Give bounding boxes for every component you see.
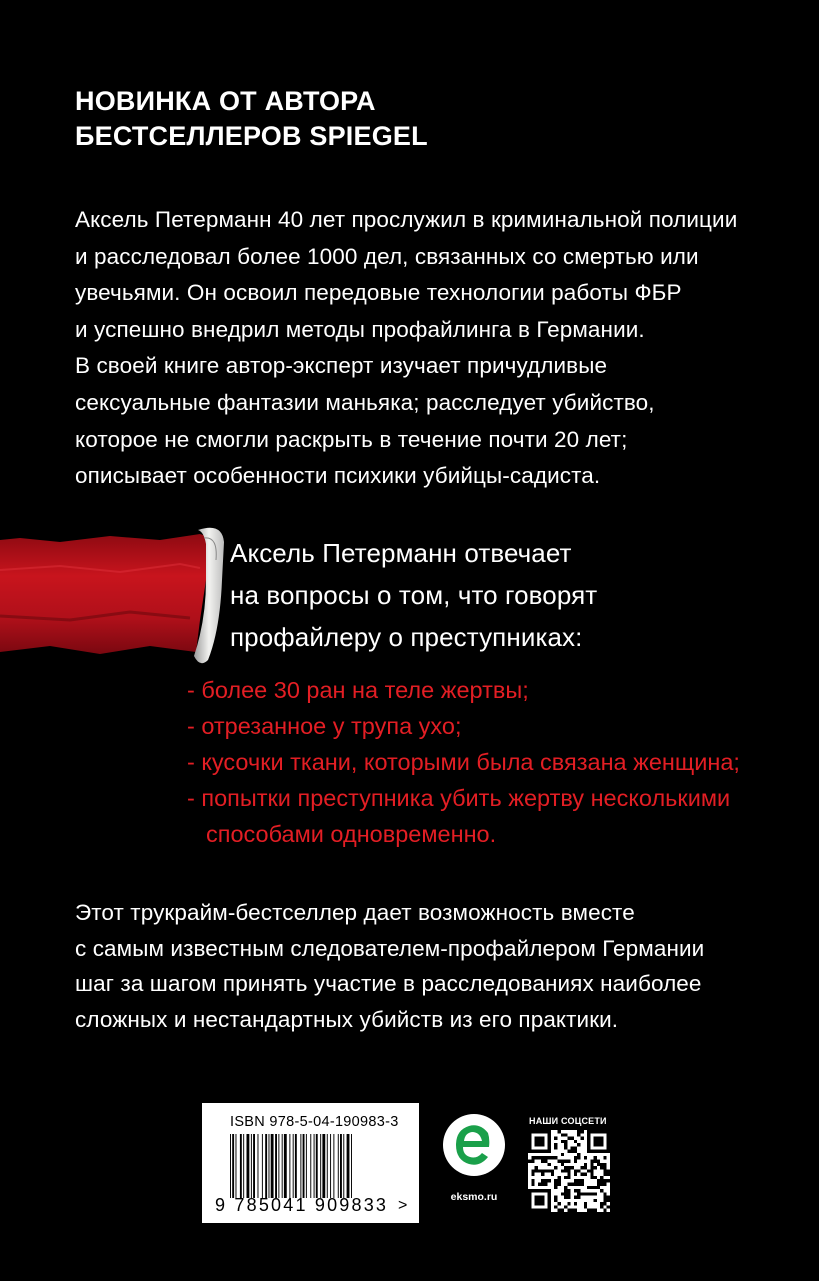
qr-module [594,1156,597,1159]
qr-module [580,1192,583,1195]
outro-line: шаг за шагом принять участие в расследованиях наиболее [75,971,702,996]
intro-line: увечьями. Он освоил передовые технологии работы ФБР [75,280,682,306]
qr-module [577,1130,580,1133]
qr-module [600,1176,603,1179]
qr-module [584,1166,587,1169]
qr-module [603,1182,606,1185]
qr-module [600,1182,603,1185]
qr-module [577,1192,580,1195]
qr-module [544,1182,547,1185]
barcode-bar [293,1134,294,1198]
qr-module [580,1179,583,1182]
qr-module [574,1189,577,1192]
qr-module [567,1182,570,1185]
qr-module [561,1169,564,1172]
qr-module [603,1202,606,1205]
qr-module [590,1166,593,1169]
qr-module [600,1205,603,1208]
qr-module [574,1209,577,1212]
qr-module [531,1160,534,1163]
qr-module [574,1140,577,1143]
qr-module [590,1173,593,1176]
qr-module [603,1179,606,1182]
qr-module [554,1196,557,1199]
qr-module [567,1202,570,1205]
barcode-bar [289,1134,290,1198]
barcode-bar [247,1134,250,1198]
qr-module [574,1182,577,1185]
qr-module [535,1196,545,1206]
qr-module [554,1143,557,1146]
qr-module [590,1163,593,1166]
qr-module [538,1169,541,1172]
outro-line: с самым известным следователем-профайлером Германии [75,935,705,961]
barcode-bar [333,1134,334,1198]
barcode-bar [322,1134,325,1198]
qr-module [558,1130,561,1133]
barcode-bar [236,1134,237,1198]
barcode-bar [330,1134,331,1198]
barcode-panel [202,1103,419,1223]
qr-module [594,1192,597,1195]
qr-module [594,1176,597,1179]
barcode-bar [316,1134,318,1198]
barcode-bar [338,1134,339,1198]
barcode-bar [347,1134,350,1198]
qr-module [544,1156,547,1159]
barcode-bar [269,1134,270,1198]
qr-module [594,1160,597,1163]
qr-module [577,1179,580,1182]
qr-module [531,1173,534,1176]
qr-module [554,1137,557,1140]
barcode-bar [253,1134,255,1198]
barcode-bar [262,1134,263,1198]
qr-module [594,1137,604,1147]
qr-module [580,1166,583,1169]
qr-module [558,1209,561,1212]
qr-module [584,1156,587,1159]
intro-line: сексуальные фантазии маньяка; расследует убийство, [75,389,655,415]
qr-module [580,1137,583,1140]
qr-module [567,1192,570,1195]
publisher-site[interactable]: eksmo.ru [450,1191,498,1203]
qr-module [561,1160,564,1163]
qr-module [597,1186,600,1189]
qr-module [594,1199,597,1202]
qr-module [558,1182,561,1185]
barcode-arrow: > [398,1197,408,1214]
qr-module [548,1169,551,1172]
qr-module [587,1192,590,1195]
barcode-bar [240,1134,242,1198]
qr-module [574,1156,577,1159]
qr-module [603,1173,606,1176]
qr-module [571,1166,574,1169]
intro-line: которое не смогли раскрыть в течение почти 20 лет; [75,426,628,452]
intro-line: Аксель Петерманн 40 лет прослужил в криминальной полиции [75,207,738,232]
qr-module [551,1156,554,1159]
qr-module [564,1143,567,1146]
qr-module [603,1199,606,1202]
qr-module [564,1192,567,1195]
qr-module [607,1199,610,1202]
qr-module [577,1169,580,1172]
qr-module [587,1209,590,1212]
qr-module [603,1169,606,1172]
barcode-bars [230,1134,390,1198]
qr-module [577,1153,580,1156]
quote-line: на вопросы о том, что говорят [230,580,598,610]
barcode-bar [351,1134,352,1198]
qr-module [564,1133,567,1136]
barcode-bar [230,1134,231,1198]
outro-paragraph [75,895,704,1037]
qr-module [558,1179,561,1182]
barcode-digits: 9 785041 909833 [215,1195,389,1215]
qr-module [587,1169,590,1172]
qr-module [597,1160,600,1163]
qr-module [574,1196,577,1199]
qr-module [590,1186,593,1189]
isbn-text: ISBN 978-5-04-190983-3 [230,1114,399,1130]
qr-code[interactable] [528,1130,610,1212]
qr-module [554,1179,557,1182]
qr-module [548,1156,551,1159]
barcode-bar [314,1134,315,1198]
qr-module [594,1186,597,1189]
qr-module [535,1137,545,1147]
qr-module [587,1186,590,1189]
intro-line: и расследовал более 1000 дел, связанных со смертью или [75,243,699,269]
outro-line: Этот трукрайм-бестселлер дает возможность вместе [75,900,635,925]
qr-module [577,1133,580,1136]
quote-line: Аксель Петерманн отвечает [230,538,572,568]
qr-module [538,1156,541,1159]
heading-line-1: НОВИНКА ОТ АВТОРА [75,86,376,116]
qr-module [567,1160,570,1163]
qr-module [541,1160,544,1163]
qr-module [590,1192,593,1195]
barcode-bar [275,1134,277,1198]
qr-module [574,1146,577,1149]
qr-module [535,1166,538,1169]
qr-module [590,1160,593,1163]
qr-module [554,1156,557,1159]
qr-module [535,1169,538,1172]
qr-module [541,1179,544,1182]
qr-module [574,1179,577,1182]
qr-module [531,1179,534,1182]
qr-module [603,1163,606,1166]
barcode-bar [343,1134,344,1198]
qr-module [584,1205,587,1208]
qr-module [528,1160,531,1163]
qr-module [561,1140,564,1143]
qr-module [577,1143,580,1146]
qr-module [574,1160,577,1163]
qr-module [577,1196,580,1199]
qr-module [603,1209,606,1212]
qr-module [541,1182,544,1185]
qr-module [561,1153,564,1156]
qr-module [544,1179,547,1182]
qr-module [600,1163,603,1166]
qr-module [564,1196,567,1199]
qr-module [567,1209,570,1212]
qr-module [590,1209,593,1212]
qr-module [607,1196,610,1199]
qr-module [558,1160,561,1163]
qr-module [554,1186,557,1189]
qr-module [590,1176,593,1179]
qr-module [564,1186,567,1189]
qr-module [561,1133,564,1136]
barcode-bar [320,1134,321,1198]
intro-line: и успешно внедрил методы профайлинга в Германии. [75,316,645,342]
list-item: - более 30 ран на теле жертвы; [187,677,529,703]
barcode-bar [300,1134,301,1198]
heading-line-2: БЕСТСЕЛЛЕРОВ SPIEGEL [75,121,428,151]
barcode-bar [265,1134,267,1198]
qr-module [538,1182,541,1185]
qr-module [567,1173,570,1176]
qr-module [554,1205,557,1208]
barcode-bar [271,1134,274,1198]
qr-module [594,1209,597,1212]
qr-module [531,1169,534,1172]
qr-module [554,1146,557,1149]
qr-module [567,1150,570,1153]
qr-module [584,1163,587,1166]
qr-module [597,1163,600,1166]
social-label: НАШИ СОЦСЕТИ [529,1116,607,1126]
qr-module [571,1137,574,1140]
qr-module [567,1176,570,1179]
qr-module [551,1173,554,1176]
qr-module [603,1192,606,1195]
barcode-bar [306,1134,307,1198]
qr-module [577,1182,580,1185]
qr-module [571,1146,574,1149]
qr-module [607,1205,610,1208]
qr-module [607,1169,610,1172]
intro-paragraph [75,202,765,495]
qr-module [561,1209,564,1212]
qr-module [554,1182,557,1185]
barcode-bar [251,1134,252,1198]
qr-module [603,1166,606,1169]
qr-module [567,1196,570,1199]
qr-module [564,1205,567,1208]
barcode-bar [258,1134,259,1198]
qr-module [558,1176,561,1179]
list-item: - отрезанное у трупа ухо; [187,713,462,739]
qr-module [574,1169,577,1172]
qr-module [564,1160,567,1163]
qr-module [535,1156,538,1159]
qr-module [567,1166,570,1169]
barcode-bar [232,1134,234,1198]
list-item: способами одновременно. [206,821,497,847]
qr-module [607,1173,610,1176]
qr-module [580,1130,583,1133]
qr-module [548,1179,551,1182]
barcode-bar [340,1134,342,1198]
qr-module [577,1156,580,1159]
qr-module [531,1156,534,1159]
qr-module [564,1169,567,1172]
qr-module [607,1179,610,1182]
qr-module [551,1169,554,1172]
red-bullet-list [187,672,740,852]
qr-module [544,1160,547,1163]
qr-module [541,1169,544,1172]
barcode-bar [282,1134,283,1198]
heading [75,84,635,154]
qr-module [564,1146,567,1149]
pull-quote [230,532,597,658]
qr-module [590,1169,593,1172]
qr-module [558,1202,561,1205]
eksmo-logo [442,1113,506,1177]
outro-line: сложных и нестандартных убийств из его практики. [75,1006,619,1032]
qr-module [567,1189,570,1192]
qr-module [597,1182,600,1185]
qr-module [554,1166,557,1169]
qr-module [571,1182,574,1185]
qr-module [548,1163,551,1166]
qr-module [584,1192,587,1195]
red-tape-illustration [0,520,230,670]
qr-module [574,1202,577,1205]
qr-module [584,1173,587,1176]
qr-module [561,1163,564,1166]
qr-module [600,1179,603,1182]
qr-module [597,1179,600,1182]
list-item: - попытки преступника убить жертву несколькими [187,785,731,811]
barcode-bar [284,1134,287,1198]
qr-module [574,1173,577,1176]
barcode-bar [303,1134,305,1198]
quote-line: профайлеру о преступниках: [230,622,583,652]
qr-module [577,1189,580,1192]
barcode-bar [278,1134,279,1198]
qr-module [580,1173,583,1176]
qr-module [564,1189,567,1192]
qr-module [531,1182,534,1185]
qr-module [561,1192,564,1195]
list-item: - кусочки ткани, которыми была связана женщина; [187,749,740,775]
qr-module [564,1166,567,1169]
qr-module [554,1199,557,1202]
qr-module [594,1166,597,1169]
qr-module [603,1196,606,1199]
qr-module [600,1189,603,1192]
barcode-bar [310,1134,311,1198]
qr-module [564,1140,567,1143]
intro-line: описывает особенности психики убийцы-садиста. [75,463,601,489]
qr-module [600,1202,603,1205]
qr-module [574,1150,577,1153]
qr-module [580,1182,583,1185]
qr-module [600,1166,603,1169]
barcode-bar [327,1134,328,1198]
qr-module [571,1150,574,1153]
qr-module [603,1156,606,1159]
qr-module [541,1156,544,1159]
qr-module [544,1169,547,1172]
qr-module [541,1173,544,1176]
qr-module [567,1137,570,1140]
intro-line: В своей книге автор-эксперт изучает причудливые [75,353,608,379]
barcode-bar [295,1134,297,1198]
barcode-bar [243,1134,244,1198]
qr-module [567,1169,570,1172]
qr-module [571,1209,574,1212]
publisher-block [442,1113,506,1213]
qr-module [584,1202,587,1205]
qr-module [564,1176,567,1179]
